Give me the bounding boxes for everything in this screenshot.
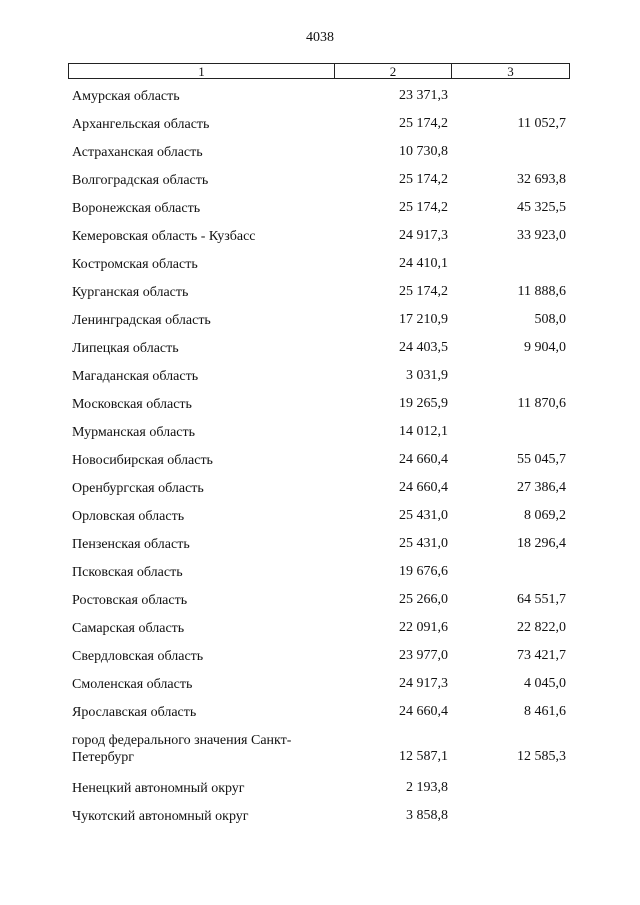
table-row [72, 614, 570, 642]
table-row [72, 446, 570, 474]
table-row [72, 530, 570, 558]
region-name: Ростовская область [72, 593, 188, 608]
value-column-3: 18 296,4 [517, 536, 566, 551]
value-column-2: 25 174,2 [399, 200, 448, 215]
column-header-2: 2 [335, 64, 452, 78]
table-row [72, 502, 570, 530]
table-row [72, 418, 570, 446]
region-name: Курганская область [72, 285, 189, 300]
value-column-2: 24 917,3 [399, 676, 448, 691]
value-column-2: 24 403,5 [399, 340, 448, 355]
value-column-2: 24 917,3 [399, 228, 448, 243]
region-name: Ленинградская область [72, 313, 211, 328]
table-row [72, 802, 570, 830]
region-name: Ненецкий автономный округ [72, 781, 245, 796]
table-row [72, 726, 570, 774]
value-column-2: 14 012,1 [399, 424, 448, 439]
value-column-2: 22 091,6 [399, 620, 448, 635]
value-column-2: 3 031,9 [406, 368, 448, 383]
value-column-3: 11 888,6 [517, 284, 566, 299]
value-column-2: 25 174,2 [399, 284, 448, 299]
table-row [72, 558, 570, 586]
value-column-3: 27 386,4 [517, 480, 566, 495]
table-row [72, 390, 570, 418]
table-row [72, 362, 570, 390]
value-column-3: 22 822,0 [517, 620, 566, 635]
region-name: Волгоградская область [72, 173, 209, 188]
value-column-2: 19 676,6 [399, 564, 448, 579]
value-column-3: 8 069,2 [524, 508, 566, 523]
table-row [72, 82, 570, 110]
region-name: Смоленская область [72, 677, 193, 692]
value-column-2: 2 193,8 [406, 780, 448, 795]
region-name: Мурманская область [72, 425, 196, 440]
value-column-2: 25 431,0 [399, 536, 448, 551]
table-row [72, 222, 570, 250]
value-column-2: 25 174,2 [399, 116, 448, 131]
value-column-3: 45 325,5 [517, 200, 566, 215]
table-row [72, 138, 570, 166]
region-name: Новосибирская область [72, 453, 213, 468]
page-number: 4038 [306, 30, 334, 45]
region-name: Архангельская область [72, 117, 210, 132]
region-name: город федерального значения Санкт-Петербург [72, 733, 292, 765]
region-name: Оренбургская область [72, 481, 204, 496]
value-column-3: 11 870,6 [517, 396, 566, 411]
table-row [72, 642, 570, 670]
table-row [72, 194, 570, 222]
region-name: Чукотский автономный округ [72, 809, 249, 824]
value-column-2: 12 587,1 [399, 749, 448, 764]
table-row [72, 278, 570, 306]
region-name: Липецкая область [72, 341, 179, 356]
value-column-2: 3 858,8 [406, 808, 448, 823]
column-header-1: 1 [69, 64, 335, 78]
table-row [72, 586, 570, 614]
region-name: Кемеровская область - Кузбасс [72, 229, 256, 244]
value-column-3: 73 421,7 [517, 648, 566, 663]
table-row [72, 474, 570, 502]
region-name: Пензенская область [72, 537, 190, 552]
value-column-3: 55 045,7 [517, 452, 566, 467]
value-column-2: 23 977,0 [399, 648, 448, 663]
region-name: Ярославская область [72, 705, 197, 720]
value-column-2: 10 730,8 [399, 144, 448, 159]
region-name: Московская область [72, 397, 192, 412]
value-column-2: 25 431,0 [399, 508, 448, 523]
table-header [68, 63, 570, 79]
value-column-3: 33 923,0 [517, 228, 566, 243]
value-column-3: 4 045,0 [524, 676, 566, 691]
table-row [72, 306, 570, 334]
table-row [72, 166, 570, 194]
value-column-2: 25 174,2 [399, 172, 448, 187]
table-row [72, 110, 570, 138]
value-column-3: 8 461,6 [524, 704, 566, 719]
value-column-3: 32 693,8 [517, 172, 566, 187]
value-column-2: 24 660,4 [399, 704, 448, 719]
region-name: Магаданская область [72, 369, 199, 384]
value-column-3: 508,0 [534, 312, 566, 327]
table-row [72, 250, 570, 278]
value-column-3: 11 052,7 [517, 116, 566, 131]
region-name: Самарская область [72, 621, 185, 636]
region-name: Амурская область [72, 89, 180, 104]
table-row [72, 334, 570, 362]
region-name: Орловская область [72, 509, 185, 524]
value-column-3: 9 904,0 [524, 340, 566, 355]
region-name: Псковская область [72, 565, 183, 580]
value-column-3: 12 585,3 [517, 749, 566, 764]
value-column-3: 64 551,7 [517, 592, 566, 607]
table-row [72, 698, 570, 726]
value-column-2: 23 371,3 [399, 88, 448, 103]
value-column-2: 24 660,4 [399, 452, 448, 467]
table-row [72, 670, 570, 698]
column-header-3: 3 [507, 64, 514, 79]
value-column-2: 24 660,4 [399, 480, 448, 495]
value-column-2: 24 410,1 [399, 256, 448, 271]
region-name: Астраханская область [72, 145, 203, 160]
value-column-2: 25 266,0 [399, 592, 448, 607]
region-name: Воронежская область [72, 201, 201, 216]
table-row [72, 774, 570, 802]
table-body [72, 82, 570, 830]
value-column-2: 17 210,9 [399, 312, 448, 327]
value-column-2: 19 265,9 [399, 396, 448, 411]
region-name: Костромская область [72, 257, 198, 272]
region-name: Свердловская область [72, 649, 204, 664]
